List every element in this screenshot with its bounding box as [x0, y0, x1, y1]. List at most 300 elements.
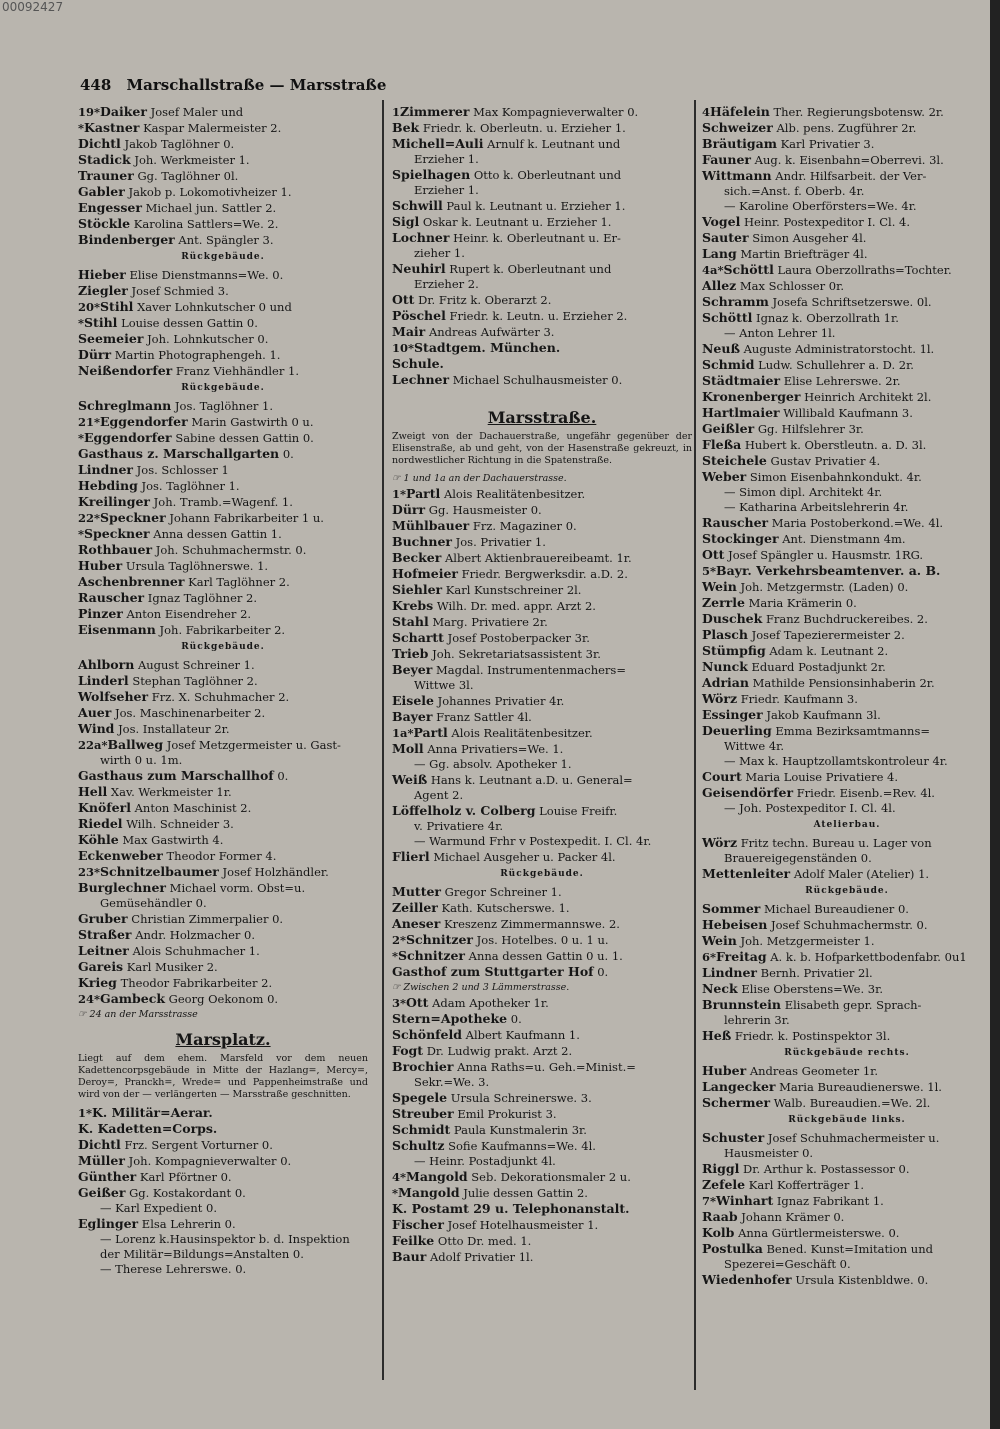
directory-entry: [78, 1216, 368, 1232]
resident-name: Geißler: [702, 421, 755, 436]
resident-name: Wein: [702, 579, 737, 594]
resident-name: Ott: [406, 995, 429, 1010]
resident-name: Deuerling: [702, 723, 772, 738]
directory-entry: [702, 835, 992, 851]
resident-name: Stahl: [392, 614, 429, 629]
directory-entry: [78, 232, 368, 248]
resident-name: Ahlborn: [78, 657, 135, 672]
directory-entry: [392, 884, 692, 900]
resident-details: Otto k. Oberleutnant und: [473, 168, 622, 182]
directory-entry: [78, 510, 368, 526]
house-number: 10*: [392, 341, 415, 355]
directory-entry: [702, 262, 992, 278]
resident-details: Michael vorm. Obst=u.: [169, 881, 306, 895]
resident-name: Schönfeld: [392, 1027, 462, 1042]
resident-details: Heinrich Architekt 2l.: [804, 390, 932, 404]
directory-entry: [78, 832, 368, 848]
directory-entry: [78, 1169, 368, 1185]
house-number: 21*: [78, 415, 101, 429]
resident-name: Geisendörfer: [702, 785, 794, 800]
directory-entry: [78, 414, 368, 430]
resident-details: Gg. Kostakordant 0.: [129, 1186, 246, 1200]
resident-name: Knöferl: [78, 800, 131, 815]
resident-details: Johannes Privatier 4r.: [437, 694, 565, 708]
resident-details: Emil Prokurist 3.: [457, 1107, 557, 1121]
resident-details: Johann Fabrikarbeiter 1 u.: [169, 511, 324, 525]
resident-name: Bayer: [392, 709, 433, 724]
resident-name: Wein: [702, 933, 737, 948]
resident-name: Stadtgem. München.: [414, 340, 561, 355]
resident-name: Schmidt: [392, 1122, 451, 1137]
directory-entry: [702, 1177, 992, 1193]
resident-name: Wiedenhofer: [702, 1272, 792, 1287]
resident-details: Karl Pförtner 0.: [139, 1170, 232, 1184]
resident-details: Friedr. Bergwerksdir. a.D. 2.: [461, 567, 628, 581]
directory-entry: [78, 943, 368, 959]
resident-name: Spielhagen: [392, 167, 471, 182]
resident-details: Karl Taglöhner 2.: [188, 575, 290, 589]
directory-entry: [702, 579, 992, 595]
resident-name: Dichtl: [78, 136, 121, 151]
resident-details: Friedr. k. Oberleutn. u. Erzieher 1.: [422, 121, 626, 135]
resident-details: Hubert k. Oberstleutn. a. D. 3l.: [744, 438, 927, 452]
street-heading: Marsstraße.: [487, 408, 597, 427]
directory-entry: [392, 1233, 692, 1249]
house-number: 1: [392, 105, 401, 119]
resident-name: Hell: [78, 784, 108, 799]
directory-entry: [702, 437, 992, 453]
resident-name: Aschenbrenner: [78, 574, 185, 589]
directory-entry: [78, 768, 368, 784]
entry-continuation: — Gg. absolv. Apotheker 1.: [414, 757, 572, 771]
directory-entry: [392, 725, 692, 741]
house-number: 1*: [78, 1106, 93, 1120]
directory-entry: [702, 469, 992, 485]
directory-entry: [702, 949, 992, 965]
directory-entry: [78, 959, 368, 975]
directory-entry: [78, 721, 368, 737]
resident-details: Simon Ausgeher 4l.: [752, 231, 867, 245]
entry-continuation: Spezerei=Geschäft 0.: [724, 1257, 851, 1271]
resident-details: Otto Dr. med. 1.: [437, 1234, 532, 1248]
resident-details: Jos. Taglöhner 1.: [141, 479, 240, 493]
resident-details: Andr. Hilfsarbeit. der Ver-: [775, 169, 927, 183]
resident-name: Lochner: [392, 230, 450, 245]
resident-details: Hans k. Leutnant a.D. u. General=: [430, 773, 633, 787]
directory-entry: [392, 630, 692, 646]
resident-name: Spegele: [392, 1090, 448, 1105]
page-header: [80, 76, 386, 94]
resident-details: Elise Oberstens=We. 3r.: [741, 982, 883, 996]
resident-name: Weiß: [392, 772, 428, 787]
directory-entry: [702, 341, 992, 357]
resident-name: Schule.: [392, 356, 444, 371]
house-number: 5*: [702, 564, 717, 578]
resident-name: Stockinger: [702, 531, 779, 546]
house-number: 24*: [78, 992, 101, 1006]
resident-name: Gasthaus z. Marschallgarten: [78, 446, 280, 461]
resident-details: Arnulf k. Leutnant und: [487, 137, 621, 151]
resident-name: Schnitzer: [398, 948, 465, 963]
entry-continuation: Wittwe 3l.: [414, 678, 474, 692]
entry-continuation: Gemüsehändler 0.: [100, 896, 207, 910]
resident-details: Josef Schuhmachermstr. 0.: [770, 918, 928, 932]
cross-reference-note: ☞ 1 und 1a an der Dachauerstrasse.: [392, 473, 567, 484]
resident-details: Sabine dessen Gattin 0.: [175, 431, 314, 445]
resident-name: Kronenberger: [702, 389, 801, 404]
resident-details: Auguste Administratorstocht. 1l.: [743, 342, 935, 356]
resident-details: Albert Kaufmann 1.: [465, 1028, 580, 1042]
directory-entry: [392, 120, 692, 136]
resident-details: Joh. Fabrikarbeiter 2.: [159, 623, 286, 637]
resident-name: Günther: [78, 1169, 137, 1184]
resident-name: Schöttl: [723, 262, 774, 277]
resident-details: Ignaz Fabrikant 1.: [776, 1194, 884, 1208]
directory-entry: [702, 1079, 992, 1095]
column-divider: [382, 100, 384, 1380]
directory-entry: [702, 1209, 992, 1225]
resident-name: Eisele: [392, 693, 434, 708]
resident-name: Leitner: [78, 943, 129, 958]
resident-details: Alb. pens. Zugführer 2r.: [776, 121, 917, 135]
directory-entry: [702, 278, 992, 294]
resident-details: Ant. Spängler 3.: [178, 233, 274, 247]
resident-details: Ursula Taglöhnerswe. 1.: [125, 559, 269, 573]
resident-details: Marg. Privatiere 2r.: [432, 615, 548, 629]
column-middle: [392, 104, 692, 1265]
directory-entry: [78, 104, 368, 120]
resident-details: Wilh. Schneider 3.: [126, 817, 234, 831]
directory-entry: [702, 1272, 992, 1288]
resident-name: Speckner: [100, 510, 166, 525]
directory-entry: [78, 478, 368, 494]
directory-entry: [78, 1137, 368, 1153]
section-subheading: Atelierbau.: [813, 820, 881, 830]
resident-name: Partl: [413, 725, 448, 740]
section-subheading: Rückgebäude rechts.: [784, 1048, 910, 1058]
house-number: 23*: [78, 865, 101, 879]
entry-continuation: — Joh. Postexpeditor I. Cl. 4l.: [724, 801, 896, 815]
resident-name: Trieb: [392, 646, 429, 661]
resident-name: Aneser: [392, 916, 441, 931]
resident-name: Huber: [78, 558, 123, 573]
scan-id: 00092427: [2, 0, 64, 14]
resident-name: Pinzer: [78, 606, 123, 621]
resident-name: Gasthaus zum Marschallhof: [78, 768, 274, 783]
resident-details: Anna Privatiers=We. 1.: [427, 742, 564, 756]
resident-details: Kaspar Malermeister 2.: [143, 121, 282, 135]
resident-name: Hebeisen: [702, 917, 768, 932]
directory-entry: [392, 550, 692, 566]
directory-entry: [392, 502, 692, 518]
resident-details: Adam Apotheker 1r.: [432, 996, 549, 1010]
directory-entry: [78, 331, 368, 347]
section-subheading: Rückgebäude.: [181, 642, 265, 652]
resident-name: Hieber: [78, 267, 126, 282]
section-subheading: Rückgebäude.: [181, 252, 265, 262]
resident-name: Lindner: [702, 965, 757, 980]
resident-details: Josef Maler und: [150, 105, 244, 119]
directory-entry: [392, 1122, 692, 1138]
resident-details: Bened. Kunst=Imitation und: [766, 1242, 933, 1256]
resident-details: Ludw. Schullehrer a. D. 2r.: [758, 358, 914, 372]
cross-reference-note: ☞ Zwischen 2 und 3 Lämmerstrasse.: [392, 982, 570, 993]
resident-details: Dr. Arthur k. Postassessor 0.: [743, 1162, 910, 1176]
resident-name: Sommer: [702, 901, 761, 916]
directory-entry: [392, 308, 692, 324]
resident-details: Josef Schmied 3.: [131, 284, 229, 298]
directory-entry: [392, 230, 692, 246]
resident-details: Michael jun. Sattler 2.: [145, 201, 277, 215]
resident-details: Ant. Dienstmann 4m.: [782, 532, 906, 546]
resident-details: Michael Ausgeher u. Packer 4l.: [433, 850, 616, 864]
entry-continuation: — Max k. Hauptzollamtskontroleur 4r.: [724, 754, 948, 768]
directory-entry: [702, 373, 992, 389]
directory-entry: [702, 1161, 992, 1177]
directory-entry: [702, 866, 992, 882]
directory-entry: [702, 901, 992, 917]
directory-entry: [78, 657, 368, 673]
directory-entry: [392, 1043, 692, 1059]
resident-name: Neuß: [702, 341, 740, 356]
directory-entry: [78, 299, 368, 315]
resident-details: Jakob p. Lokomotivheizer 1.: [128, 185, 292, 199]
resident-name: Postulka: [702, 1241, 763, 1256]
resident-details: Kath. Kutscherswe. 1.: [441, 901, 570, 915]
resident-name: Flierl: [392, 849, 430, 864]
directory-entry: [392, 534, 692, 550]
directory-entry: [702, 547, 992, 563]
resident-details: Franz Buchdruckereibes. 2.: [765, 612, 928, 626]
resident-name: Partl: [406, 486, 441, 501]
directory-entry: [702, 675, 992, 691]
house-number: *: [78, 527, 85, 541]
resident-details: Sofie Kaufmanns=We. 4l.: [448, 1139, 596, 1153]
resident-name: Zerrle: [702, 595, 745, 610]
resident-details: Anna dessen Gattin 0 u. 1.: [468, 949, 623, 963]
resident-details: Oskar k. Leutnant u. Erzieher 1.: [422, 215, 612, 229]
resident-name: Fogt: [392, 1043, 424, 1058]
resident-details: Anton Maschinist 2.: [134, 801, 252, 815]
resident-details: Willibald Kaufmann 3.: [783, 406, 913, 420]
resident-name: Wolfseher: [78, 689, 149, 704]
resident-details: Elise Lehrerswe. 2r.: [783, 374, 901, 388]
directory-entry: [392, 1169, 692, 1185]
resident-details: Simon Eisenbahnkondukt. 4r.: [749, 470, 922, 484]
resident-name: Gruber: [78, 911, 128, 926]
directory-entry: [392, 340, 692, 356]
resident-name: Siehler: [392, 582, 443, 597]
resident-details: Joh. Sekretariatsassistent 3r.: [432, 647, 601, 661]
resident-name: Rothbauer: [78, 542, 153, 557]
resident-name: Huber: [702, 1063, 747, 1078]
resident-details: Heinr. k. Oberleutnant u. Er-: [453, 231, 621, 245]
resident-details: Georg Oekonom 0.: [168, 992, 279, 1006]
resident-details: Jos. Hotelbes. 0 u. 1 u.: [476, 933, 609, 947]
resident-name: Straßer: [78, 927, 132, 942]
directory-entry: [702, 246, 992, 262]
directory-entry: [702, 120, 992, 136]
resident-details: Louise dessen Gattin 0.: [121, 316, 258, 330]
resident-details: Maria Postoberkond.=We. 4l.: [771, 516, 944, 530]
resident-name: Häfelein: [710, 104, 770, 119]
resident-name: Dürr: [392, 502, 426, 517]
resident-details: Andreas Aufwärter 3.: [428, 325, 555, 339]
resident-details: Andr. Holzmacher 0.: [135, 928, 256, 942]
resident-name: Brunnstein: [702, 997, 782, 1012]
resident-details: Frz. X. Schuhmacher 2.: [151, 690, 290, 704]
resident-name: Schuster: [702, 1130, 765, 1145]
directory-entry: [392, 995, 692, 1011]
resident-details: Josef Holzhändler.: [222, 865, 329, 879]
directory-entry: [392, 486, 692, 502]
resident-name: Bräutigam: [702, 136, 777, 151]
directory-entry: [78, 363, 368, 379]
resident-details: Jos. Installateur 2r.: [118, 722, 230, 736]
resident-name: Schartt: [392, 630, 444, 645]
resident-name: Riggl: [702, 1161, 740, 1176]
resident-details: Louise Freifr.: [539, 804, 618, 818]
resident-details: Martin Photographengeh. 1.: [114, 348, 281, 362]
directory-entry: [702, 723, 992, 739]
directory-entry: [392, 136, 692, 152]
resident-details: Joh. Metzgermstr. (Laden) 0.: [740, 580, 909, 594]
directory-entry: [78, 347, 368, 363]
resident-name: Rauscher: [78, 590, 145, 605]
resident-name: Neck: [702, 981, 738, 996]
directory-entry: [392, 1011, 692, 1027]
resident-details: Emma Bezirksamtmanns=: [775, 724, 930, 738]
directory-entry: [702, 563, 992, 579]
resident-name: Stümpfig: [702, 643, 766, 658]
directory-entry: [702, 981, 992, 997]
directory-entry: [78, 911, 368, 927]
column-divider: [694, 100, 696, 1390]
directory-entry: [78, 283, 368, 299]
resident-details: Anna Gürtlermeisterswe. 0.: [738, 1226, 900, 1240]
resident-details: Franz Sattler 4l.: [436, 710, 532, 724]
directory-entry: [392, 582, 692, 598]
directory-entry: [702, 785, 992, 801]
directory-entry: [702, 933, 992, 949]
house-number: 1*: [392, 487, 407, 501]
resident-details: Friedr. k. Leutn. u. Erzieher 2.: [449, 309, 628, 323]
entry-continuation: — Therese Lehrerswe. 0.: [100, 1262, 247, 1276]
resident-name: Essinger: [702, 707, 763, 722]
resident-name: Kreilinger: [78, 494, 151, 509]
directory-entry: [392, 598, 692, 614]
street-description: Liegt auf dem ehem. Marsfeld vor dem neuen Kadettencorpsgebäude in Mitte der Hazlang=, Mercy=, Deroy=, Pranckh=, Wrede= und Pappenheimstraße und wird von der — verlängerten — Marsstraße geschnitten.: [78, 1053, 368, 1100]
directory-entry: [702, 152, 992, 168]
directory-entry: [78, 152, 368, 168]
directory-entry: [78, 558, 368, 574]
resident-details: Jos. Privatier 1.: [455, 535, 546, 549]
resident-name: Wörz: [702, 691, 738, 706]
directory-entry: [702, 707, 992, 723]
directory-entry: [392, 1185, 692, 1201]
resident-name: Sauter: [702, 230, 749, 245]
resident-details: Wilh. Dr. med. appr. Arzt 2.: [436, 599, 596, 613]
resident-name: Zimmerer: [400, 104, 470, 119]
street-heading: Marsplatz.: [175, 1030, 271, 1049]
directory-entry: [702, 1028, 992, 1044]
directory-entry: [392, 849, 692, 865]
directory-entry: [702, 515, 992, 531]
directory-entry: [78, 1185, 368, 1201]
resident-details: August Schreiner 1.: [137, 658, 255, 672]
resident-name: Lechner: [392, 372, 450, 387]
resident-name: Schultz: [392, 1138, 445, 1153]
spacer: [392, 388, 692, 400]
resident-name: Gareis: [78, 959, 124, 974]
resident-name: Schnitzer: [406, 932, 473, 947]
resident-details: Eduard Postadjunkt 2r.: [751, 660, 886, 674]
resident-details: Joh. Kompagnieverwalter 0.: [128, 1154, 292, 1168]
resident-details: Ignaz Taglöhner 2.: [147, 591, 258, 605]
resident-details: Elsa Lehrerin 0.: [141, 1217, 236, 1231]
resident-details: Xaver Lohnkutscher 0 und: [137, 300, 292, 314]
resident-details: Joh. Schuhmachermstr. 0.: [155, 543, 307, 557]
house-number: 4*: [392, 1170, 407, 1184]
directory-entry: [702, 405, 992, 421]
entry-continuation: — Heinr. Postadjunkt 4l.: [414, 1154, 556, 1168]
resident-details: Gg. Hausmeister 0.: [428, 503, 542, 517]
directory-entry: [78, 1105, 368, 1121]
resident-name: Allez: [702, 278, 737, 293]
resident-details: Walb. Bureaudien.=We. 2l.: [773, 1096, 931, 1110]
directory-entry: [78, 136, 368, 152]
house-number: 4a*: [702, 263, 724, 277]
resident-details: Maria Krämerin 0.: [748, 596, 857, 610]
resident-details: Joh. Metzgermeister 1.: [740, 934, 875, 948]
resident-name: Neißendorfer: [78, 363, 173, 378]
resident-name: Stihl: [84, 315, 118, 330]
entry-continuation: Erzieher 2.: [414, 277, 479, 291]
resident-details: Jakob Kaufmann 3l.: [766, 708, 881, 722]
directory-entry: [392, 324, 692, 340]
resident-details: Anna dessen Gattin 1.: [153, 527, 282, 541]
resident-name: Schweizer: [702, 120, 773, 135]
resident-details: Albert Aktienbrauereibeamt. 1r.: [445, 551, 632, 565]
resident-name: Adrian: [702, 675, 749, 690]
resident-details: Friedr. k. Postinspektor 3l.: [734, 1029, 891, 1043]
resident-name: Engesser: [78, 200, 142, 215]
directory-entry: [78, 462, 368, 478]
resident-name: Seemeier: [78, 331, 144, 346]
resident-details: Josef Spängler u. Hausmstr. 1RG.: [728, 548, 924, 562]
house-number: 19*: [78, 105, 101, 119]
resident-name: K. Kadetten=Corps.: [78, 1121, 218, 1136]
resident-name: Bindenberger: [78, 232, 175, 247]
directory-entry: [392, 948, 692, 964]
entry-continuation: — Lorenz k.Hausinspektor b. d. Inspektion: [100, 1232, 350, 1246]
resident-details: Fritz techn. Bureau u. Lager von: [740, 836, 932, 850]
directory-entry: [78, 216, 368, 232]
resident-name: Raab: [702, 1209, 738, 1224]
resident-details: Max Kompagnieverwalter 0.: [473, 105, 639, 119]
directory-entry: [78, 975, 368, 991]
resident-name: Mangold: [398, 1185, 460, 1200]
section-subheading: Rückgebäude.: [181, 383, 265, 393]
resident-details: Paul k. Leutnant u. Erzieher 1.: [446, 199, 626, 213]
resident-details: Martin Briefträger 4l.: [740, 247, 868, 261]
entry-continuation: Sekr.=We. 3.: [414, 1075, 490, 1089]
resident-details: Anna Raths=u. Geh.=Minist.=: [457, 1060, 636, 1074]
directory-entry: [392, 1201, 692, 1217]
directory-entry: [78, 673, 368, 689]
entry-continuation: — Simon dipl. Architekt 4r.: [724, 485, 883, 499]
section-subheading: Rückgebäude.: [805, 886, 889, 896]
